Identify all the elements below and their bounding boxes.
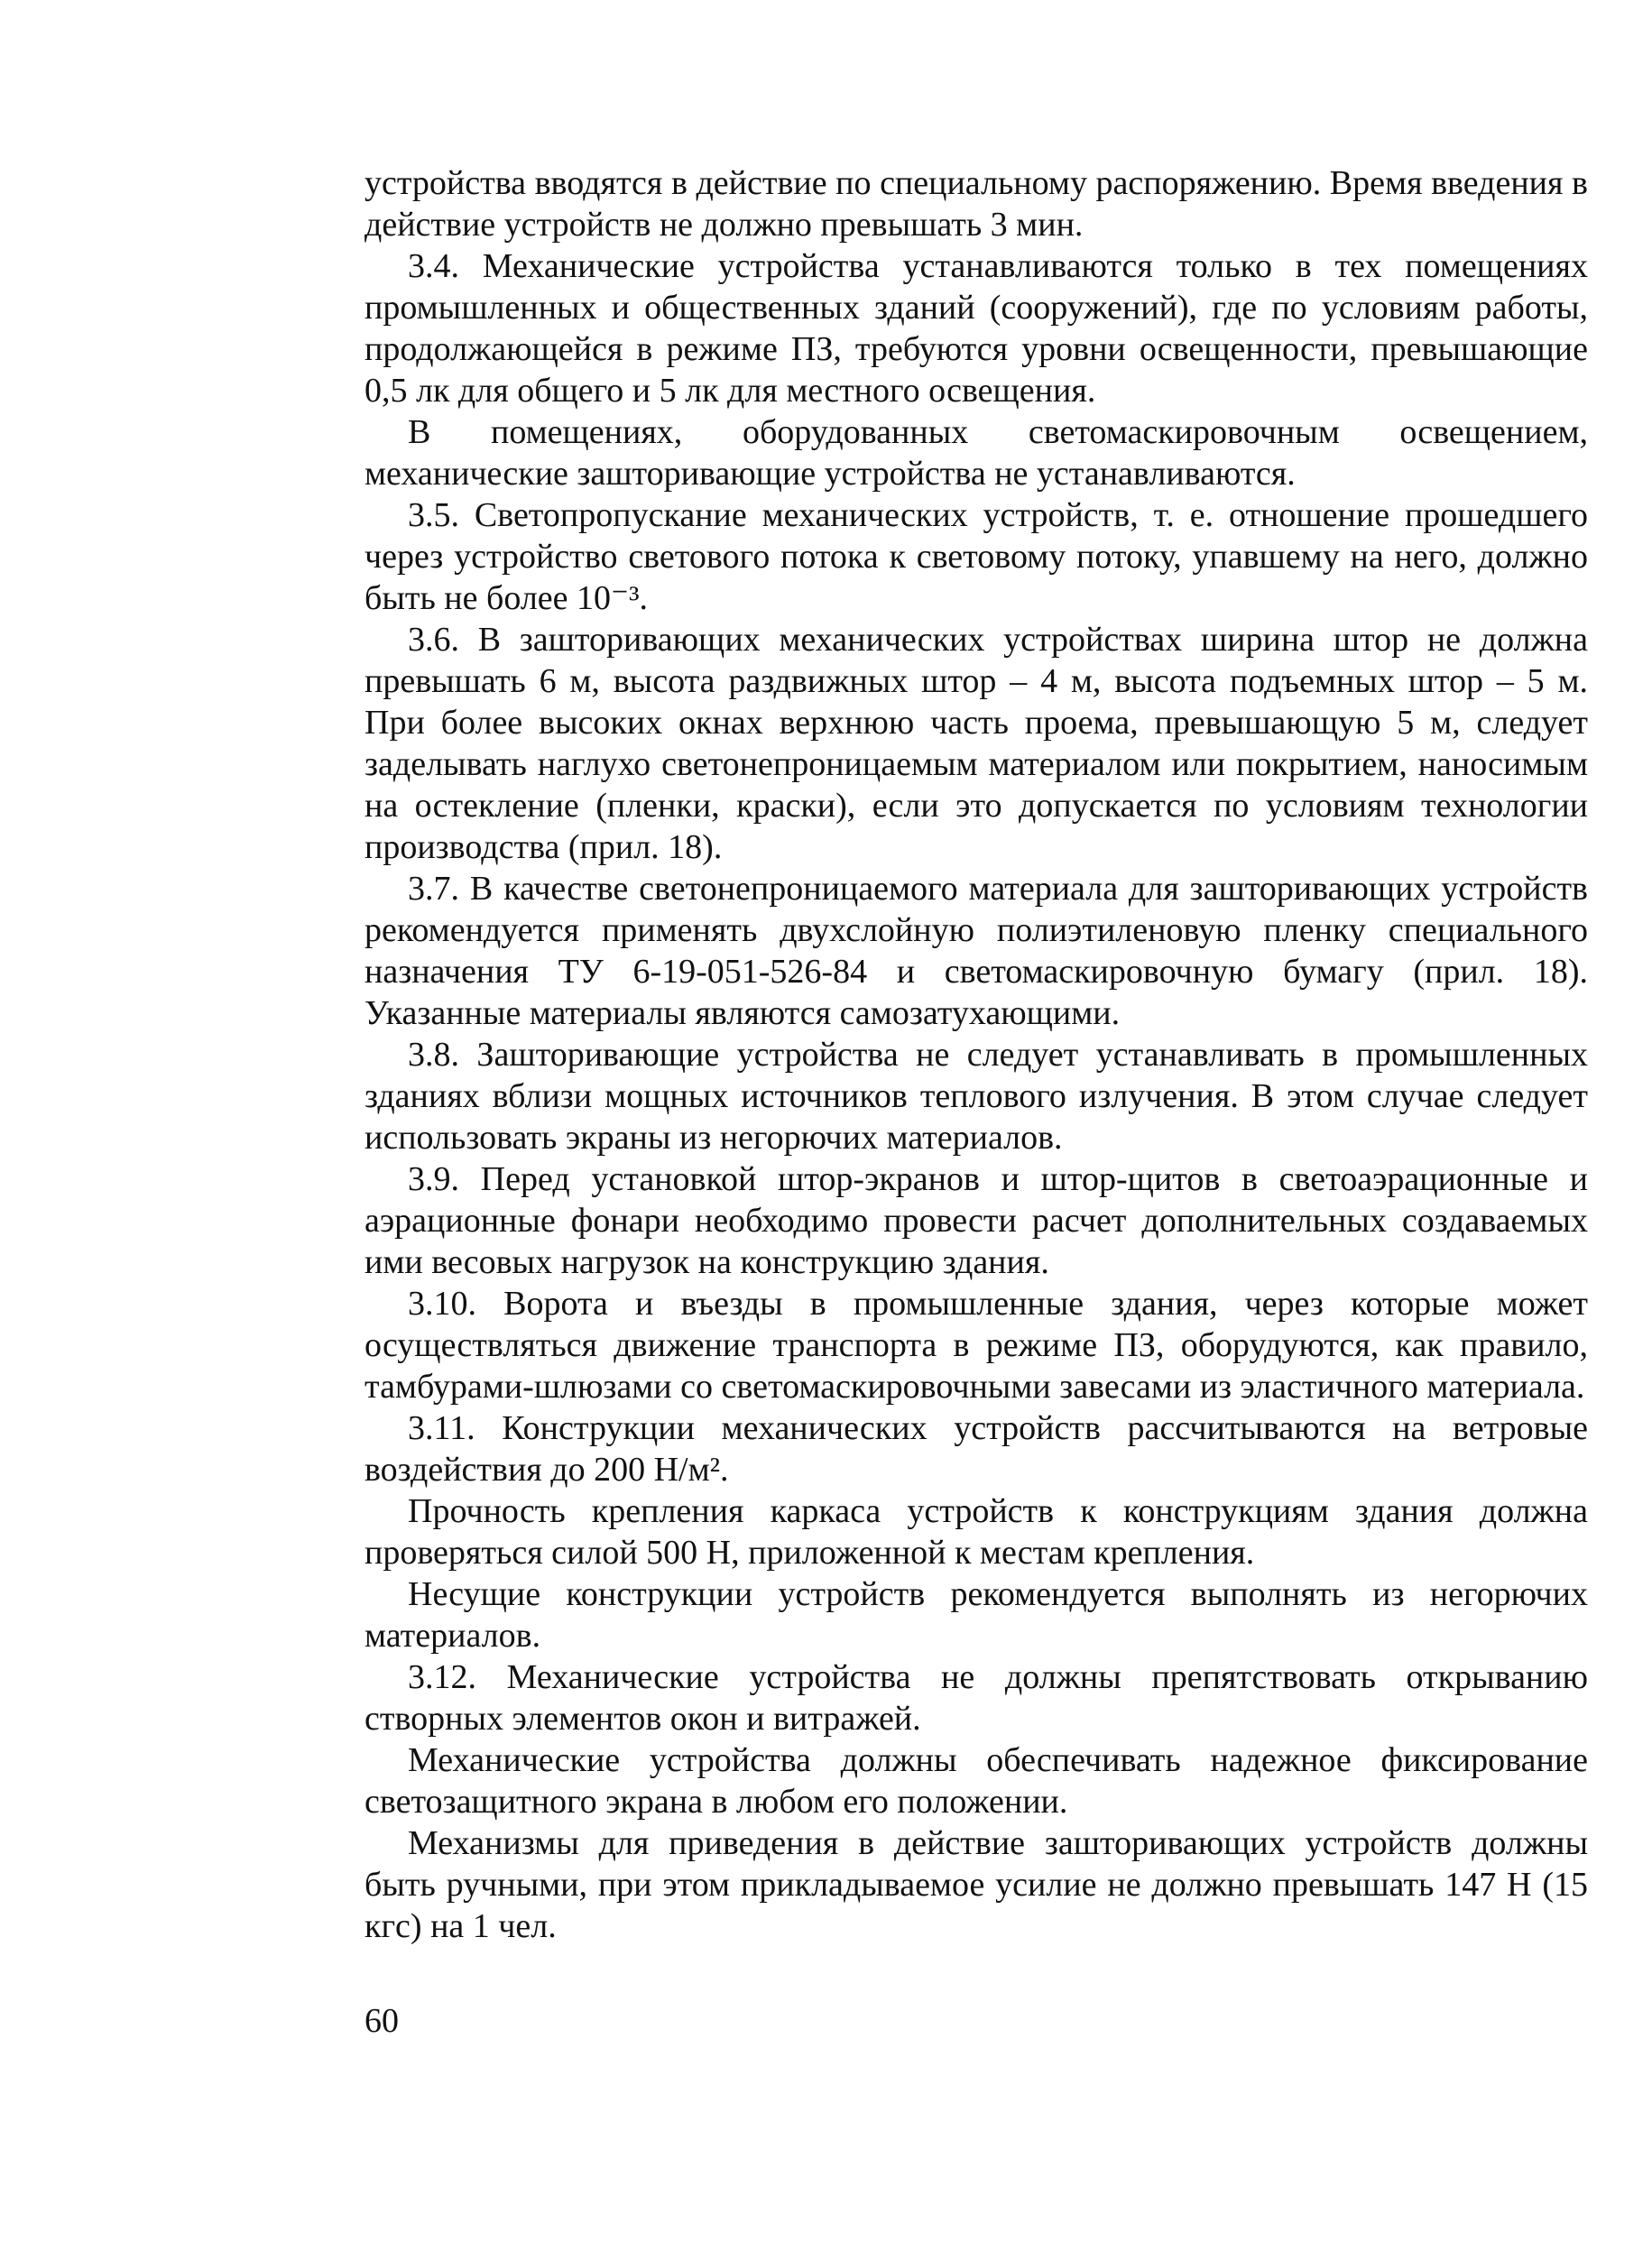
paragraph-3-6: 3.6. В зашторивающих механических устройствах ширина штор не должна превышать 6 м, высота раздвижных штор – 4 м, высота подъемных штор – 5 м. При более высоких окнах верхнюю часть проема, превышающую 5 м, следует заделывать наглухо светонепроницаемым материалом или покрытием, наносимым на остекление (пленки, краски), если это допускается по условиям технологии производства (прил. 18).: [365, 621, 1588, 866]
paragraph-3-8: 3.8. Зашторивающие устройства не следует устанавливать в промышленных зданиях вблизи мощных источников теплового излучения. В этом случае следует использовать экраны из негорючих материалов.: [365, 1036, 1588, 1157]
paragraph-3-4-blackout: В помещениях, оборудованных светомаскировочным освещением, механические зашторивающие устройства не устанавливаются.: [365, 413, 1588, 493]
paragraph-3-11-strength: Прочность крепления каркаса устройств к конструкциям здания должна проверяться силой 500 Н, приложенной к местам крепления.: [365, 1492, 1588, 1572]
page-number: 60: [365, 2002, 399, 2040]
paragraph-3-12-fixing: Механические устройства должны обеспечивать надежное фиксирование светозащитного экрана в любом его положении.: [365, 1741, 1588, 1821]
paragraph-3-9: 3.9. Перед установкой штор-экранов и штор-щитов в светоаэрационные и аэрационные фонари необходимо провести расчет дополнительных создаваемых ими весовых нагрузок на конструкцию здания.: [365, 1160, 1588, 1281]
paragraph-3-10: 3.10. Ворота и въезды в промышленные здания, через которые может осуществляться движение транспорта в режиме ПЗ, оборудуются, как правило, тамбурами-шлюзами со светомаскировочными завесами из эластичного материала.: [365, 1285, 1588, 1406]
paragraph-3-5: 3.5. Светопропускание механических устройств, т. е. отношение прошедшего через устройство светового потока к световому потоку, упавшему на него, должно быть не более 10⁻³.: [365, 496, 1588, 617]
paragraph-3-12-mechanisms: Механизмы для приведения в действие зашторивающих устройств должны быть ручными, при этом прикладываемое усилие не должно превышать 147 Н (15 кгс) на 1 чел.: [365, 1824, 1588, 1945]
body-text: [365, 162, 1588, 1947]
paragraph-3-11-materials: Несущие конструкции устройств рекомендуется выполнять из негорючих материалов.: [365, 1575, 1588, 1655]
paragraph-3-11: 3.11. Конструкции механических устройств рассчитываются на ветровые воздействия до 200 Н/м².: [365, 1409, 1588, 1489]
paragraph-3-12: 3.12. Механические устройства не должны препятствовать открыванию створных элементов окон и витражей.: [365, 1658, 1588, 1738]
paragraph-3-7: 3.7. В качестве светонепроницаемого материала для зашторивающих устройств рекомендуется применять двухслойную полиэтиленовую пленку специального назначения ТУ 6-19-051-526-84 и светомаскировочную бумагу (прил. 18). Указанные материалы являются самозатухающими.: [365, 870, 1588, 1032]
paragraph-3-4: 3.4. Механические устройства устанавливаются только в тех помещениях промышленных и общественных зданий (сооружений), где по условиям работы, продолжающейся в режиме ПЗ, требуются уровни освещенности, превышающие 0,5 лк для общего и 5 лк для местного освещения.: [365, 247, 1588, 410]
paragraph-continuation: устройства вводятся в действие по специальному распоряжению. Время введения в действие устройств не должно превышать 3 мин.: [365, 164, 1588, 244]
